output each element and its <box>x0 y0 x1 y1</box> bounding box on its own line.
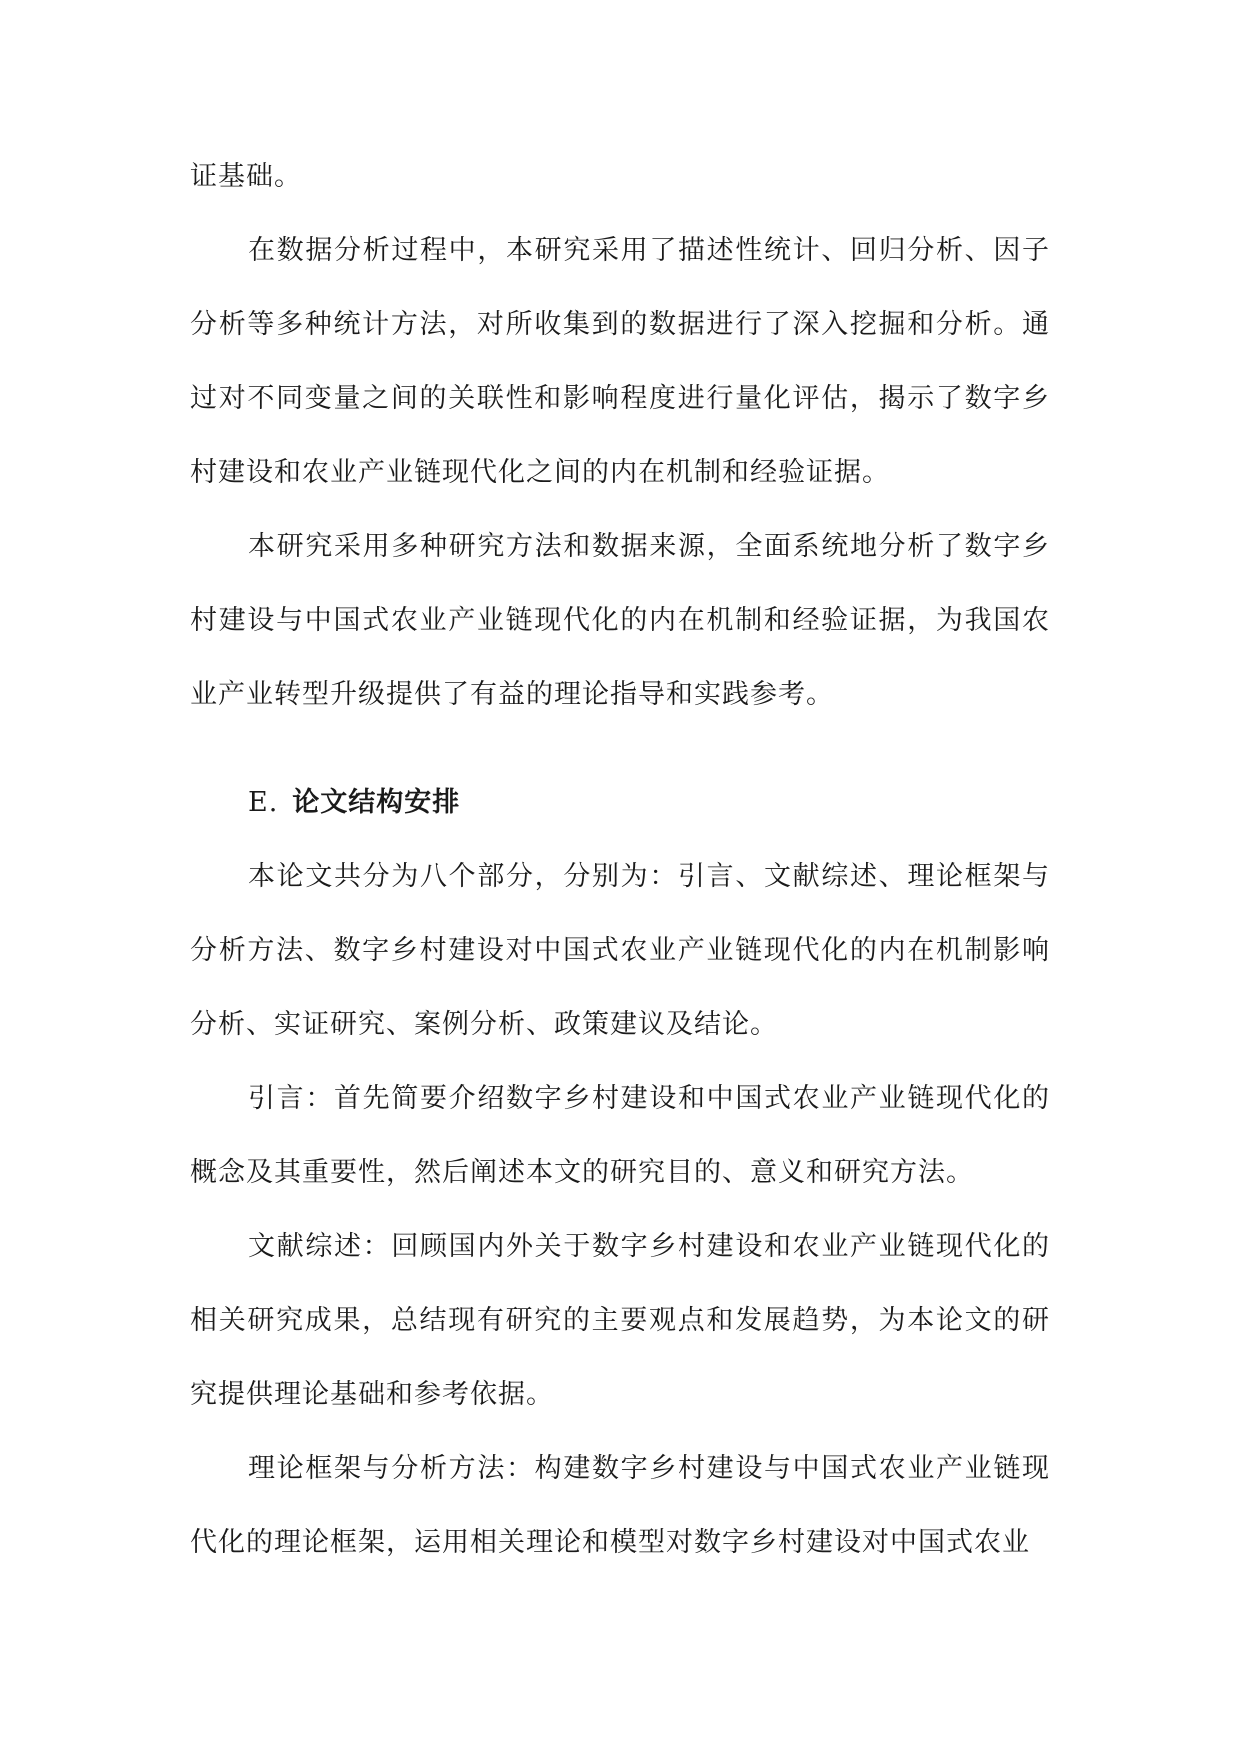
document-page <box>190 140 1050 1580</box>
section-heading <box>190 766 1050 840</box>
paragraph-continuation: 证基础。 <box>190 161 302 192</box>
paragraph-literature-review: 文献综述：回顾国内外关于数字乡村建设和农业产业链现代化的相关研究成果，总结现有研究的主要观点和发展趋势，为本论文的研究提供理论基础和参考依据。 <box>190 1231 1050 1410</box>
section-title: 论文结构安排 <box>292 787 461 818</box>
paragraph-theoretical-framework: 理论框架与分析方法：构建数字乡村建设与中国式农业产业链现代化的理论框架，运用相关理论和模型对数字乡村建设对中国式农业 <box>190 1453 1050 1558</box>
paragraph-data-analysis: 在数据分析过程中，本研究采用了描述性统计、回归分析、因子分析等多种统计方法，对所收集到的数据进行了深入挖掘和分析。通过对不同变量之间的关联性和影响程度进行量化评估，揭示了数字乡村建设和农业产业链现代化之间的内在机制和经验证据。 <box>190 235 1050 488</box>
paragraph-research-summary: 本研究采用多种研究方法和数据来源，全面系统地分析了数字乡村建设与中国式农业产业链现代化的内在机制和经验证据，为我国农业产业转型升级提供了有益的理论指导和实践参考。 <box>190 531 1050 710</box>
section-letter: E. <box>248 787 279 818</box>
paragraph-structure-overview: 本论文共分为八个部分，分别为：引言、文献综述、理论框架与分析方法、数字乡村建设对中国式农业产业链现代化的内在机制影响分析、实证研究、案例分析、政策建议及结论。 <box>190 861 1050 1040</box>
paragraph-introduction: 引言：首先简要介绍数字乡村建设和中国式农业产业链现代化的概念及其重要性，然后阐述本文的研究目的、意义和研究方法。 <box>190 1083 1050 1188</box>
